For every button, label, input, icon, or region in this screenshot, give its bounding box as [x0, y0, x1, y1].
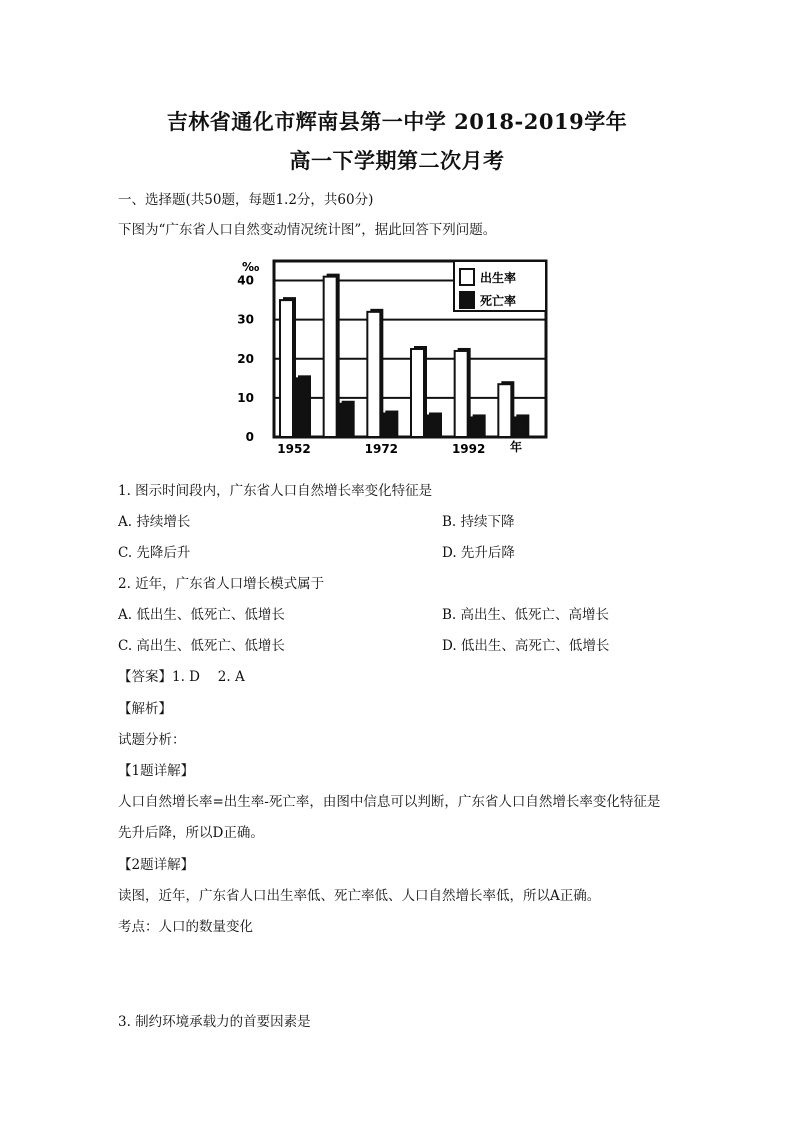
question-1-option-a: A. 持续增长: [118, 514, 191, 530]
x-tick-label: 1992: [451, 442, 486, 456]
legend-swatch: [460, 292, 474, 308]
analysis-heading: 【解析】: [118, 701, 172, 717]
bar-birth-rate: [367, 312, 380, 437]
question-1-stem: 1. 图示时间段内，广东省人口自然增长率变化特征是: [118, 483, 433, 499]
question-1-option-b: B. 持续下降: [442, 514, 515, 530]
population-chart: [236, 253, 556, 463]
bar-death-rate: [295, 378, 308, 437]
question-3-stem: 3. 制约环境承载力的首要因素是: [118, 1014, 311, 1030]
bar-death-rate: [339, 404, 352, 437]
legend-label: 死亡率: [480, 294, 517, 308]
page-subtitle: 高一下学期第二次月考: [289, 148, 505, 173]
section-heading: 一、选择题(共50题，每题1.2分，共60分): [118, 192, 374, 208]
bar-death-rate: [382, 414, 395, 437]
x-axis-label: 年: [510, 440, 523, 454]
bar-death-rate: [470, 417, 483, 437]
section-intro: 下图为“广东省人口自然变动情况统计图”，据此回答下列问题。: [118, 222, 497, 238]
bar-birth-rate: [498, 384, 511, 437]
legend-label: 出生率: [480, 271, 517, 285]
question-2-stem: 2. 近年，广东省人口增长模式属于: [118, 576, 325, 592]
question-1-option-c: C. 先降后升: [118, 545, 191, 561]
answer-label: 【答案】1. D 2. A: [118, 669, 245, 685]
legend-swatch: [460, 269, 474, 285]
y-axis-label: ‰: [242, 260, 260, 274]
analysis-subheading: 试题分析：: [118, 732, 186, 748]
y-tick-label: 30: [237, 312, 254, 327]
bar-birth-rate: [280, 300, 293, 437]
question-2-option-c: C. 高出生、低死亡、低增长: [118, 638, 285, 654]
bar-death-rate: [513, 417, 526, 437]
x-tick-label: 1952: [277, 442, 311, 456]
y-tick-label: 0: [245, 430, 254, 444]
bar-birth-rate: [455, 351, 468, 437]
q1-detail-line1: 人口自然增长率=出生率-死亡率，由图中信息可以判断，广东省人口自然增长率变化特征是: [118, 794, 661, 810]
y-tick-label: 10: [237, 390, 254, 405]
page-title: 吉林省通化市辉南县第一中学 2018-2019学年: [166, 109, 628, 134]
q1-detail-line2: 先升后降，所以D正确。: [118, 825, 264, 841]
kaodian-note: 考点：人口的数量变化: [118, 919, 253, 935]
bar-birth-rate: [411, 349, 424, 437]
bar-death-rate: [426, 415, 439, 437]
q2-detail-line1: 读图，近年，广东省人口出生率低、死亡率低、人口自然增长率低，所以A正确。: [118, 888, 601, 904]
question-2-option-a: A. 低出生、低死亡、低增长: [118, 607, 285, 623]
x-tick-label: 1972: [364, 442, 399, 456]
q1-detail-heading: 【1题详解】: [118, 763, 195, 779]
y-tick-label: 40: [237, 273, 254, 288]
question-2-option-b: B. 高出生、低死亡、高增长: [442, 607, 610, 623]
bar-birth-rate: [324, 277, 337, 437]
question-2-option-d: D. 低出生、高死亡、低增长: [442, 638, 610, 654]
q2-detail-heading: 【2题详解】: [118, 857, 195, 873]
chart-svg: [236, 253, 556, 463]
y-tick-label: 20: [237, 351, 254, 366]
question-1-option-d: D. 先升后降: [442, 545, 515, 561]
